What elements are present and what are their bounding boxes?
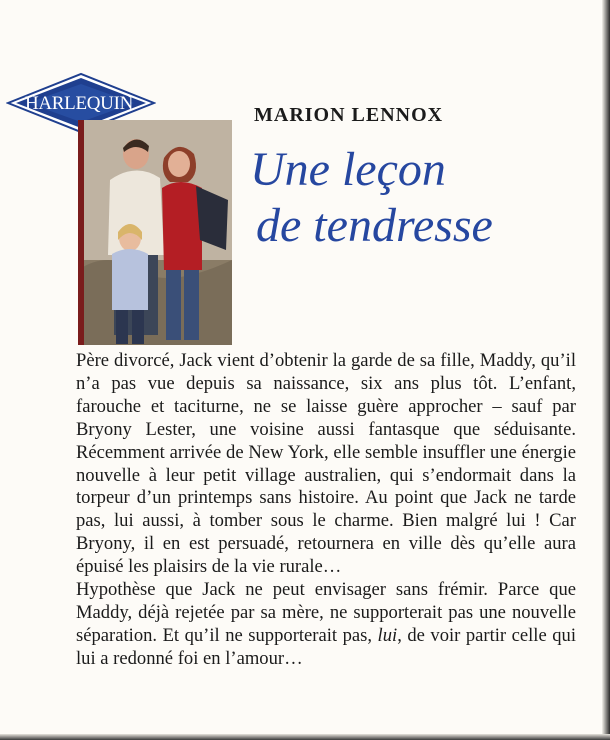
synopsis-paragraph-1: Père divorcé, Jack vient d’obtenir la garde de sa fille, Maddy, qu’il n’a pas vue depuis sa naissance, six ans plus tôt. L’enfant, farouche et taciturne, ne se laisse guère approcher – sauf par Bryony Lester, une voisine aussi fantasque que séduisante. Récemment arrivée de New York, elle semble insuffler une énergie nouvelle à leur petit village australien, qui s’endormait dans la torpeur d’un printemps sans histoire. Au point que Jack ne tarde pas, lui aussi, à tomber sous le charme. Bien malgré lui ! Car Bryony, il en est persuadé, retournera en ville dès qu’elle aura épuisé les plaisirs de la vie rurale…: [76, 350, 576, 578]
book-title-line-2: de tendresse: [256, 199, 493, 252]
page-edge-right: [602, 0, 610, 740]
page-edge-bottom: [0, 734, 610, 740]
book-title-line-1: Une leçon: [250, 143, 446, 196]
cover-illustration: [78, 120, 232, 345]
synopsis-paragraph-2-start: Hypothèse que Jack ne peut envisager sans frémir. Parce que Maddy, déjà rejetée par sa mère, ne supporterait pas une nouvelle séparation. Et qu’il ne supporterait pas,: [76, 579, 576, 646]
family-illustration-icon: [78, 120, 232, 345]
harlequin-logo-text: HARLEQUIN: [24, 93, 134, 114]
synopsis-paragraph-2: [76, 579, 576, 671]
book-title: [250, 142, 493, 254]
synopsis-paragraph-2-end: , de voir partir celle qui lui a redonné foi en l’amour…: [76, 624, 576, 669]
synopsis-emphasis: lui: [377, 624, 398, 646]
author-name: MARION LENNOX: [254, 104, 444, 126]
synopsis: [76, 350, 576, 671]
